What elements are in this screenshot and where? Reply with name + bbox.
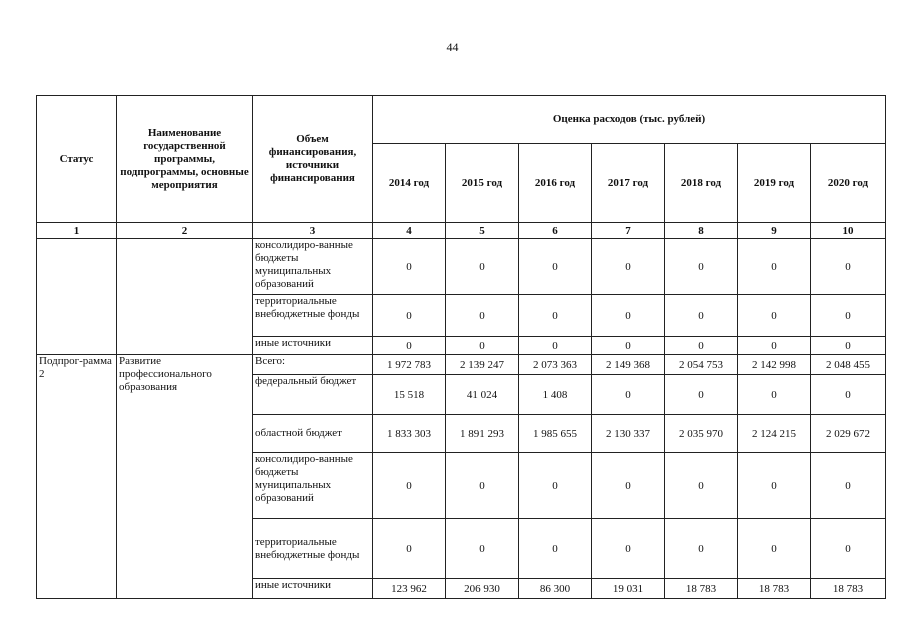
value-cell: 0 — [665, 295, 738, 337]
value-cell: 0 — [811, 337, 886, 355]
value-cell: 2 054 753 — [665, 355, 738, 375]
value-cell: 0 — [592, 375, 665, 415]
value-cell: 0 — [665, 337, 738, 355]
value-cell: 0 — [592, 453, 665, 519]
column-number: 8 — [665, 223, 738, 239]
source-label: территориальные внебюджетные фонды — [253, 295, 373, 337]
column-number: 9 — [738, 223, 811, 239]
subprogram-status: Подпрог-рамма 2 — [37, 355, 117, 599]
value-cell: 15 518 — [373, 375, 446, 415]
column-number: 10 — [811, 223, 886, 239]
column-number: 4 — [373, 223, 446, 239]
value-cell: 0 — [592, 337, 665, 355]
value-cell: 1 891 293 — [446, 415, 519, 453]
value-cell: 123 962 — [373, 579, 446, 599]
value-cell: 2 142 998 — [738, 355, 811, 375]
value-cell: 2 048 455 — [811, 355, 886, 375]
value-cell: 0 — [738, 453, 811, 519]
header-year: 2014 год — [373, 144, 446, 223]
value-cell: 0 — [738, 337, 811, 355]
value-cell: 86 300 — [519, 579, 592, 599]
value-cell: 0 — [519, 519, 592, 579]
value-cell: 0 — [519, 295, 592, 337]
value-cell: 18 783 — [811, 579, 886, 599]
subprogram-name: Развитие профессионального образования — [117, 355, 253, 599]
header-year: 2020 год — [811, 144, 886, 223]
value-cell: 19 031 — [592, 579, 665, 599]
column-number: 7 — [592, 223, 665, 239]
source-label: консолидиро-ванные бюджеты муниципальных образований — [253, 453, 373, 519]
value-cell: 0 — [373, 453, 446, 519]
value-cell: 0 — [738, 295, 811, 337]
value-cell: 0 — [519, 453, 592, 519]
header-year: 2016 год — [519, 144, 592, 223]
value-cell: 0 — [592, 295, 665, 337]
value-cell: 0 — [373, 295, 446, 337]
value-cell: 1 985 655 — [519, 415, 592, 453]
value-cell: 2 029 672 — [811, 415, 886, 453]
header-year: 2017 год — [592, 144, 665, 223]
value-cell: 0 — [446, 239, 519, 295]
source-label: федеральный бюджет — [253, 375, 373, 415]
status-cell-empty — [37, 239, 117, 355]
value-cell: 0 — [373, 239, 446, 295]
value-cell: 0 — [519, 239, 592, 295]
value-cell: 2 130 337 — [592, 415, 665, 453]
table-row — [37, 239, 886, 295]
source-label: областной бюджет — [253, 415, 373, 453]
value-cell: 1 833 303 — [373, 415, 446, 453]
value-cell: 1 972 783 — [373, 355, 446, 375]
column-number: 3 — [253, 223, 373, 239]
value-cell: 1 408 — [519, 375, 592, 415]
value-cell: 0 — [738, 239, 811, 295]
value-cell: 0 — [592, 239, 665, 295]
value-cell: 2 124 215 — [738, 415, 811, 453]
header-year: 2019 год — [738, 144, 811, 223]
value-cell: 0 — [811, 239, 886, 295]
value-cell: 206 930 — [446, 579, 519, 599]
source-label: иные источники — [253, 579, 373, 599]
value-cell: 0 — [373, 519, 446, 579]
value-cell: 0 — [811, 453, 886, 519]
value-cell: 0 — [446, 337, 519, 355]
value-cell: 0 — [738, 519, 811, 579]
source-label: консолидиро-ванные бюджеты муниципальных образований — [253, 239, 373, 295]
value-cell: 0 — [665, 375, 738, 415]
value-cell: 2 139 247 — [446, 355, 519, 375]
value-cell: 41 024 — [446, 375, 519, 415]
header-year: 2015 год — [446, 144, 519, 223]
value-cell: 0 — [665, 453, 738, 519]
value-cell: 0 — [373, 337, 446, 355]
header-name: Наименование государственной программы, подпрограммы, основные мероприятия — [117, 96, 253, 223]
value-cell: 0 — [811, 519, 886, 579]
value-cell: 0 — [446, 519, 519, 579]
source-label: территориальные внебюджетные фонды — [253, 519, 373, 579]
column-number: 1 — [37, 223, 117, 239]
value-cell: 18 783 — [665, 579, 738, 599]
column-number: 2 — [117, 223, 253, 239]
value-cell: 0 — [592, 519, 665, 579]
value-cell: 0 — [738, 375, 811, 415]
table-row — [37, 355, 886, 375]
column-number-row — [37, 223, 886, 239]
column-number: 6 — [519, 223, 592, 239]
name-cell-empty — [117, 239, 253, 355]
value-cell: 0 — [446, 453, 519, 519]
source-label: Всего: — [253, 355, 373, 375]
header-status: Статус — [37, 96, 117, 223]
page-number: 44 — [446, 40, 459, 54]
budget-table — [36, 95, 886, 599]
header-volume: Объем финансирования, источники финансирования — [253, 96, 373, 223]
value-cell: 0 — [446, 295, 519, 337]
source-label: иные источники — [253, 337, 373, 355]
value-cell: 2 149 368 — [592, 355, 665, 375]
column-number: 5 — [446, 223, 519, 239]
value-cell: 2 035 970 — [665, 415, 738, 453]
value-cell: 0 — [519, 337, 592, 355]
value-cell: 0 — [665, 239, 738, 295]
value-cell: 0 — [665, 519, 738, 579]
header-year: 2018 год — [665, 144, 738, 223]
value-cell: 0 — [811, 295, 886, 337]
value-cell: 18 783 — [738, 579, 811, 599]
header-estimate: Оценка расходов (тыс. рублей) — [373, 96, 886, 144]
value-cell: 2 073 363 — [519, 355, 592, 375]
value-cell: 0 — [811, 375, 886, 415]
